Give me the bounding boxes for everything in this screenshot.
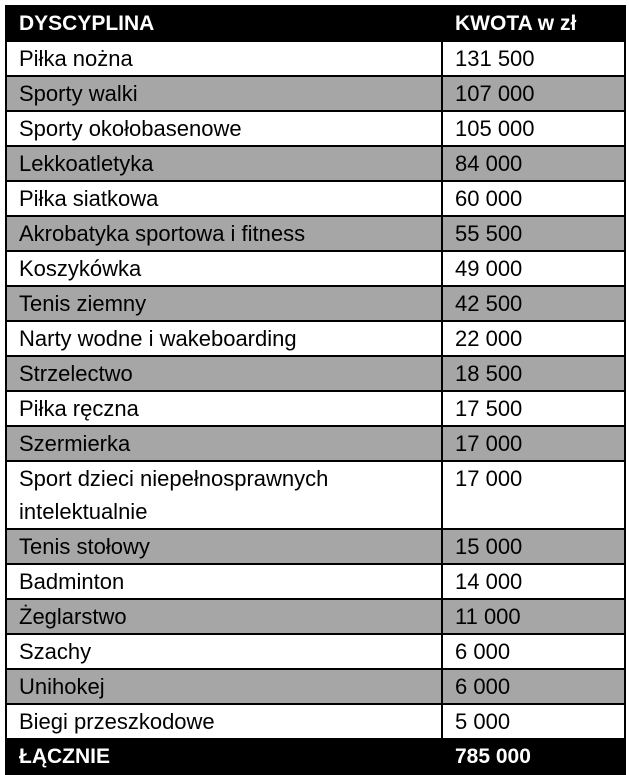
table-row — [6, 704, 625, 739]
table-row — [6, 426, 625, 461]
table-row — [6, 286, 625, 321]
table-row — [6, 251, 625, 286]
table-row — [6, 76, 625, 111]
discipline-cell: Piłka nożna — [6, 41, 442, 76]
discipline-cell: Szermierka — [6, 426, 442, 461]
amount-cell: 18 500 — [442, 356, 625, 391]
amount-cell: 84 000 — [442, 146, 625, 181]
table-body — [6, 41, 625, 774]
total-amount: 785 000 — [442, 739, 625, 774]
table-row — [6, 216, 625, 251]
amount-cell: 49 000 — [442, 251, 625, 286]
amount-cell: 15 000 — [442, 529, 625, 564]
discipline-cell: Badminton — [6, 564, 442, 599]
amount-cell: 14 000 — [442, 564, 625, 599]
table-row — [6, 41, 625, 76]
table-row — [6, 669, 625, 704]
amount-cell: 60 000 — [442, 181, 625, 216]
amount-cell: 6 000 — [442, 634, 625, 669]
discipline-cell: Koszykówka — [6, 251, 442, 286]
discipline-cell: Biegi przeszkodowe — [6, 704, 442, 739]
amount-cell: 6 000 — [442, 669, 625, 704]
table-row — [6, 181, 625, 216]
discipline-cell: Narty wodne i wakeboarding — [6, 321, 442, 356]
discipline-cell: Sporty walki — [6, 76, 442, 111]
amount-cell: 131 500 — [442, 41, 625, 76]
amount-cell: 42 500 — [442, 286, 625, 321]
amount-cell: 22 000 — [442, 321, 625, 356]
amount-cell: 55 500 — [442, 216, 625, 251]
table-row — [6, 461, 625, 529]
discipline-cell: Sporty okołobasenowe — [6, 111, 442, 146]
total-label: ŁĄCZNIE — [6, 739, 442, 774]
table-row — [6, 529, 625, 564]
table-row — [6, 564, 625, 599]
discipline-cell: Piłka ręczna — [6, 391, 442, 426]
funding-table — [5, 5, 626, 775]
discipline-cell: Piłka siatkowa — [6, 181, 442, 216]
amount-cell: 17 000 — [442, 461, 625, 529]
table-row — [6, 111, 625, 146]
amount-cell: 5 000 — [442, 704, 625, 739]
amount-cell: 105 000 — [442, 111, 625, 146]
table-row — [6, 321, 625, 356]
discipline-cell: Szachy — [6, 634, 442, 669]
discipline-cell: Tenis ziemny — [6, 286, 442, 321]
amount-cell: 107 000 — [442, 76, 625, 111]
discipline-cell: Strzelectwo — [6, 356, 442, 391]
table-row — [6, 356, 625, 391]
discipline-cell: Unihokej — [6, 669, 442, 704]
table-header — [6, 6, 625, 41]
total-row — [6, 739, 625, 774]
table-row — [6, 146, 625, 181]
header-amount: KWOTA w zł — [442, 6, 625, 41]
table-row — [6, 599, 625, 634]
discipline-cell: Akrobatyka sportowa i fitness — [6, 216, 442, 251]
discipline-cell: Sport dzieci niepełnosprawnych intelektualnie — [6, 461, 442, 529]
discipline-cell: Tenis stołowy — [6, 529, 442, 564]
amount-cell: 11 000 — [442, 599, 625, 634]
header-discipline: DYSCYPLINA — [6, 6, 442, 41]
amount-cell: 17 500 — [442, 391, 625, 426]
discipline-cell: Żeglarstwo — [6, 599, 442, 634]
header-row — [6, 6, 625, 41]
amount-cell: 17 000 — [442, 426, 625, 461]
table-row — [6, 391, 625, 426]
funding-table-container — [5, 5, 624, 775]
table-row — [6, 634, 625, 669]
discipline-cell: Lekkoatletyka — [6, 146, 442, 181]
